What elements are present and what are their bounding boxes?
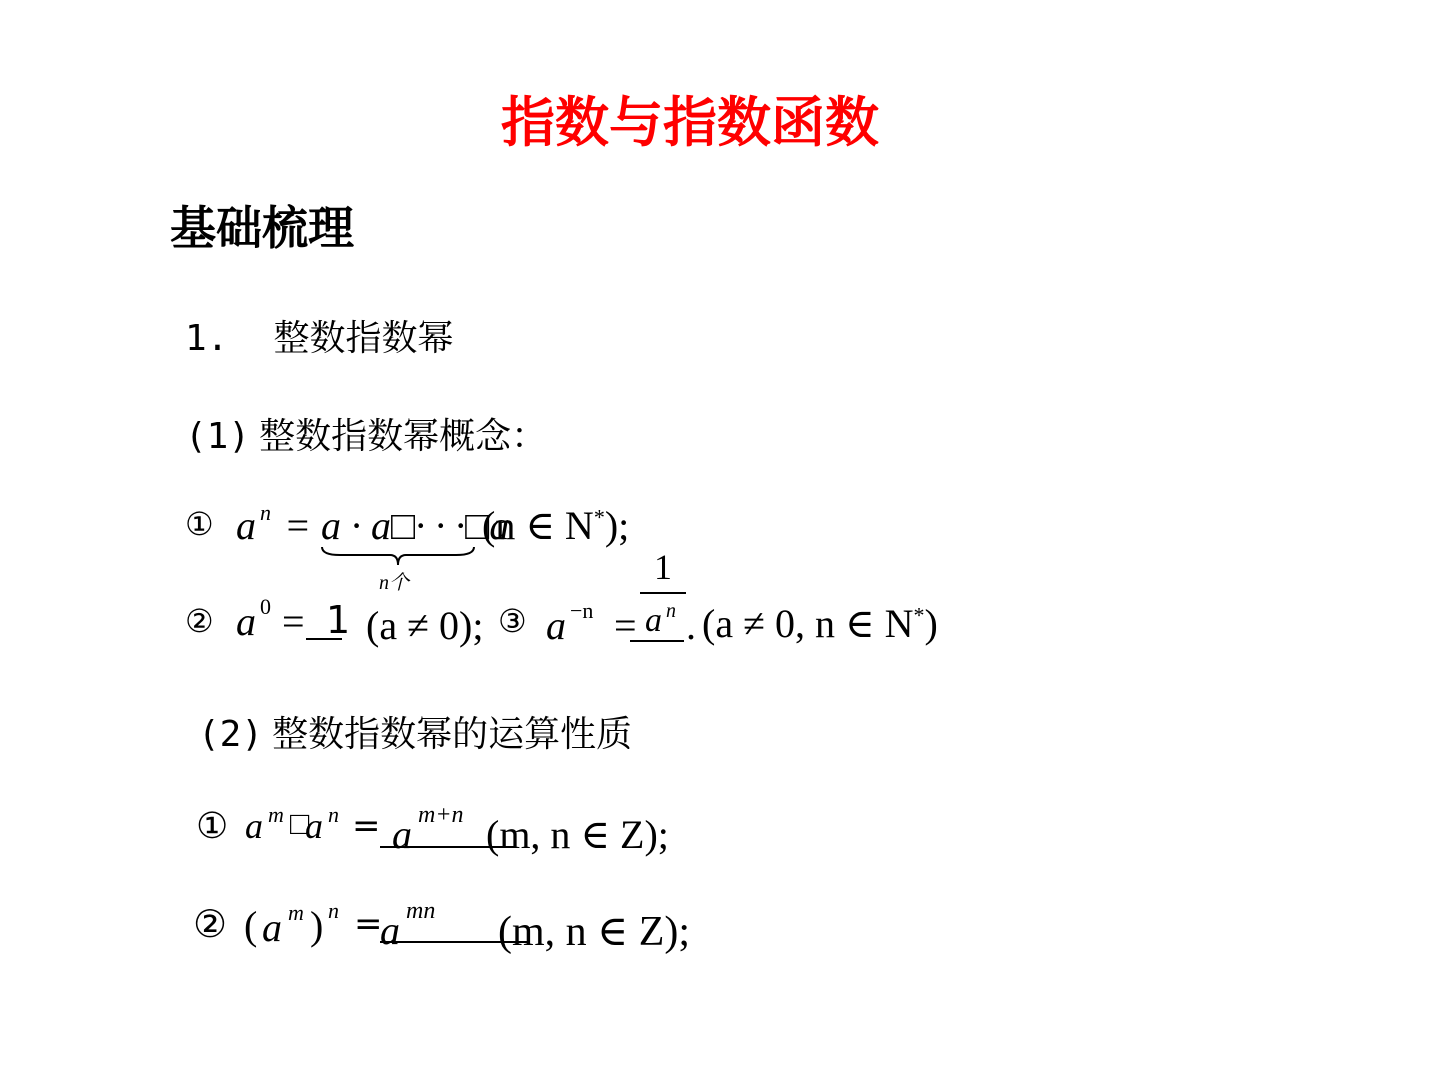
p1-equals: = — [352, 806, 381, 846]
p2-exp-outer: n — [328, 898, 339, 923]
p1-base1: a — [245, 806, 263, 846]
f2-base: a — [236, 599, 256, 644]
f1-condition: (n ∈ N*); — [482, 503, 630, 548]
f3-den-base: a — [645, 602, 662, 639]
p1-exp2: n — [328, 802, 339, 827]
p2-answer-base: a — [380, 908, 400, 953]
item-1-label: 整数指数幂 — [273, 318, 454, 359]
section-title: 基础梳理 — [170, 201, 354, 255]
p2-answer-exp: mn — [406, 898, 436, 924]
f3-den-exp: n — [666, 600, 676, 622]
f3-equals: = — [614, 603, 637, 648]
f2-exp: 0 — [260, 594, 271, 619]
p2-open: ( — [244, 903, 258, 948]
sub-2-number: (2) — [198, 714, 264, 755]
p1-answer-exp: m+n — [418, 802, 464, 828]
marker-1: ① — [185, 505, 214, 543]
f3-exp: −n — [570, 598, 594, 623]
f1-product: = a · a□· · ·□a — [284, 503, 510, 548]
page-title: 指数与指数函数 — [501, 91, 879, 154]
item-1-number: 1. — [185, 318, 229, 359]
f3-answer-blank — [630, 640, 684, 642]
f3-base: a — [546, 603, 566, 648]
p1-base2: a — [305, 806, 323, 846]
p2-close: ) — [310, 903, 324, 948]
underbrace-icon — [320, 545, 476, 567]
p2-equals: = — [354, 904, 383, 944]
marker-2: ② — [185, 602, 214, 640]
sub-2-label: 整数指数幂的运算性质 — [272, 714, 633, 755]
f1-base: a — [236, 503, 256, 548]
p2-exp-inner: m — [288, 900, 304, 925]
sub-1-label: 整数指数幂概念： — [259, 416, 548, 457]
f2-answer: 1 — [326, 598, 351, 642]
p1-condition: (m, n ∈ Z); — [486, 812, 669, 857]
f3-period: . — [686, 603, 696, 648]
f3-numerator: 1 — [654, 547, 672, 587]
sub-1-heading — [185, 408, 547, 459]
p1-answer-base: a — [392, 812, 412, 857]
underbrace-label: n个 — [379, 572, 409, 594]
f2-equals: = — [282, 599, 305, 644]
fraction-bar — [640, 592, 686, 594]
marker-3: ③ — [498, 602, 527, 640]
f1-exp: n — [260, 500, 271, 525]
sub-1-number: (1) — [185, 416, 251, 457]
p2-condition: (m, n ∈ Z); — [498, 909, 691, 955]
f3-condition: (a ≠ 0, n ∈ N*) — [702, 601, 938, 646]
p2-base: a — [262, 905, 282, 950]
prop-marker-2: ② — [193, 902, 228, 946]
item-1-heading — [185, 310, 453, 361]
p1-op: □ — [290, 805, 310, 841]
prop-marker-1: ① — [196, 806, 229, 846]
p1-exp1: m — [268, 802, 284, 827]
sub-2-heading — [198, 706, 632, 757]
f2-condition: (a ≠ 0); — [366, 603, 484, 648]
